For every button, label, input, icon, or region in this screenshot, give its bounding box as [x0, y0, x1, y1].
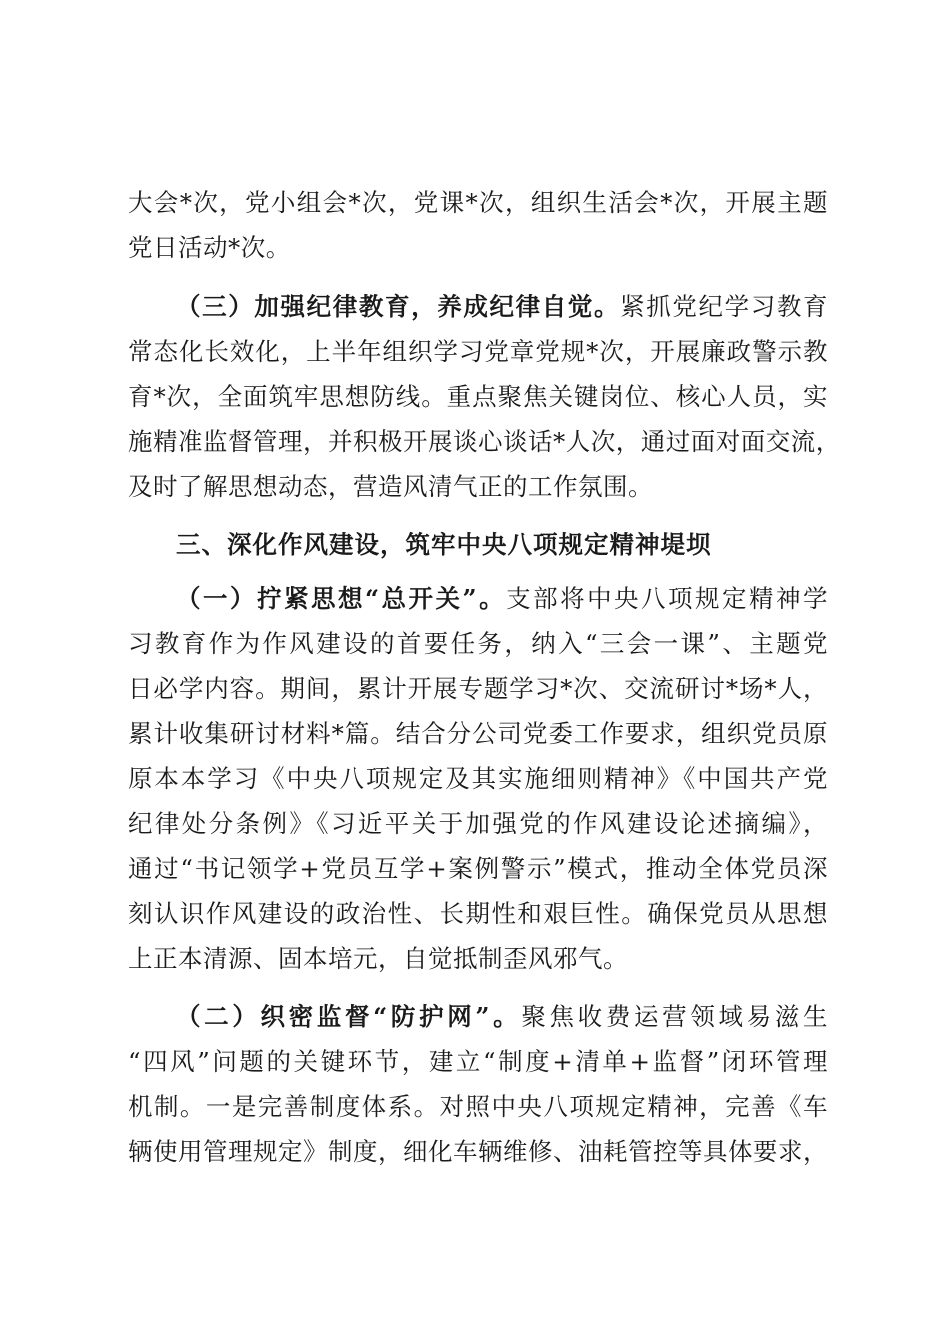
- section-heading: 三、深化作风建设，筑牢中央八项规定精神堤坝: [176, 530, 712, 559]
- paragraph-line: 施精准监督管理，并积极开展谈心谈话*人次，通过面对面交流，: [128, 427, 841, 456]
- paragraph-line: 党日活动*次。: [128, 233, 291, 262]
- paragraph-lead-heading: （二）织密监督“防护网”。: [176, 1002, 522, 1031]
- paragraph-text: 支部将中央八项规定精神学: [506, 584, 829, 613]
- paragraph-line: 累计收集研讨材料*篇。结合分公司党委工作要求，组织党员原: [128, 719, 828, 748]
- paragraph-line: “四风”问题的关键环节，建立“制度+清单+监督”闭环管理: [128, 1047, 828, 1076]
- paragraph-text: 紧抓党纪学习教育: [620, 292, 828, 321]
- paragraph-line: 纪律处分条例》《习近平关于加强党的作风建设论述摘编》，: [128, 809, 828, 838]
- paragraph-line: 习教育作为作风建设的首要任务，纳入“三会一课”、主题党: [128, 629, 828, 658]
- paragraph-line: 原本本学习《中央八项规定及其实施细则精神》《中国共产党: [128, 764, 828, 793]
- paragraph-line: 常态化长效化，上半年组织学习党章党规*次，开展廉政警示教: [128, 337, 828, 366]
- paragraph-line: 大会*次，党小组会*次，党课*次，组织生活会*次，开展主题: [128, 188, 828, 217]
- paragraph-line: [176, 994, 828, 1040]
- paragraph-line: 机制。一是完善制度体系。对照中央八项规定精神，完善《车: [128, 1092, 828, 1121]
- paragraph-line: 通过“书记领学+党员互学+案例警示”模式，推动全体党员深: [128, 854, 828, 883]
- paragraph-line: 育*次，全面筑牢思想防线。重点聚焦关键岗位、核心人员，实: [128, 382, 828, 411]
- paragraph-text: 聚焦收费运营领域易滋生: [521, 1002, 829, 1031]
- paragraph-line: 日必学内容。期间，累计开展专题学习*次、交流研讨*场*人，: [128, 674, 828, 703]
- paragraph-line: [176, 576, 828, 622]
- paragraph-lead-heading: （三）加强纪律教育，养成纪律自觉。: [176, 292, 621, 321]
- paragraph-line: 及时了解思想动态，营造风清气正的工作氛围。: [128, 472, 653, 501]
- paragraph-line: 上正本清源、固本培元，自觉抵制歪风邪气。: [128, 944, 628, 973]
- paragraph-line: 辆使用管理规定》制度，细化车辆维修、油耗管控等具体要求，: [128, 1137, 828, 1166]
- paragraph-line: 刻认识作风建设的政治性、长期性和艰巨性。确保党员从思想: [128, 899, 828, 928]
- paragraph-lead-heading: （一）拧紧思想“总开关”。: [176, 584, 507, 613]
- paragraph-line: [176, 284, 828, 330]
